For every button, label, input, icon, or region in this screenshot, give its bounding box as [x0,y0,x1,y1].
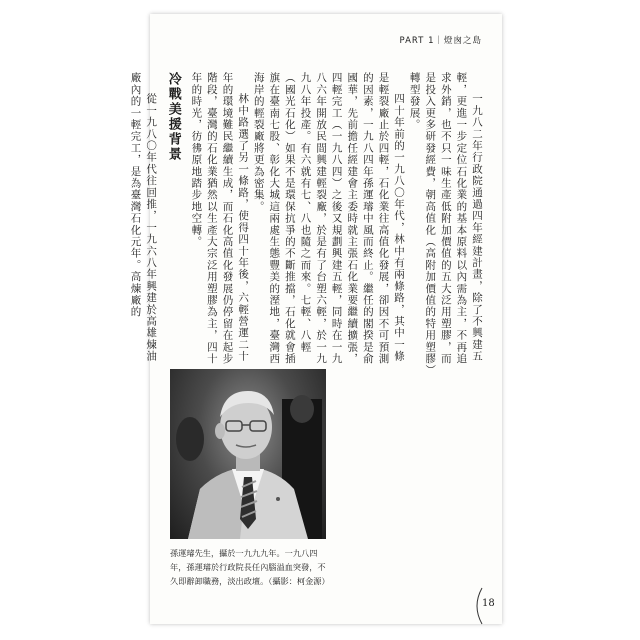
section-heading: 冷戰美援背景 [165,72,181,162]
paragraph: 林中路選了另一條路，使得四十年後，六輕營運二十年的環境難民繼續生成，而石化高值化發展仍停留在起步階段，臺灣的石化業猶然以生產大宗泛用塑膠為主，四十年的時光，彷彿原地踏步地空轉。 [190,72,250,365]
running-head: PART 1｜燈囪之島 [399,36,482,46]
portrait-photo [170,369,326,539]
page-number: 18 [482,598,495,609]
main-text [129,72,484,372]
paragraph: 從一九八〇年代往回推，一九六八年興建於高雄煉油廠內的一輕完工，是為臺灣石化元年。高煉廠的 [129,72,158,363]
book-page [129,14,502,624]
photo-caption: 孫運璿先生，攝於一九九九年。一九八四年，孫運璿於行政院長任內腦溢血突發，不久即辭卸職務，淡出政壇。（攝影：柯金源） [170,548,330,586]
paragraph: 四十年前的一九八〇年代，林中有兩條路，其中一條是輕裂廠止於四輕，石化業往高值化發展，卻因不可預測的因素，一九八四年孫運璿中風而終止。繼任的閣揆是俞國華，先前擔任經建會主委時就主張石化業要繼續擴張，四輕完工（一九八四）之後又規劃興建五輕，同時在一九八六年開放民間興建輕裂廠，於是有了台塑六輕，於一九九八年投產。有六就有七、八也隨之而來。七輕、八輕（國光石化）如果不是環保抗爭的不斷推擋，石化就會插旗在臺南七股、彰化大城這兩處生態豐美的溼地，臺灣西海岸的輕裂廠將更為密集。 [252,72,406,365]
paragraph: 一九八二年行政院通過四年經建計畫，除了不興建五輕，更進一步定位石化業的基本原料以內需為主，不再追求外銷，也不只一味生產低附加價值的五大泛用塑膠，而是投入更多研發經費，朝高值化（高附加價值的特用塑膠）轉型發展。 [408,72,483,371]
portrait-illustration [170,369,326,539]
